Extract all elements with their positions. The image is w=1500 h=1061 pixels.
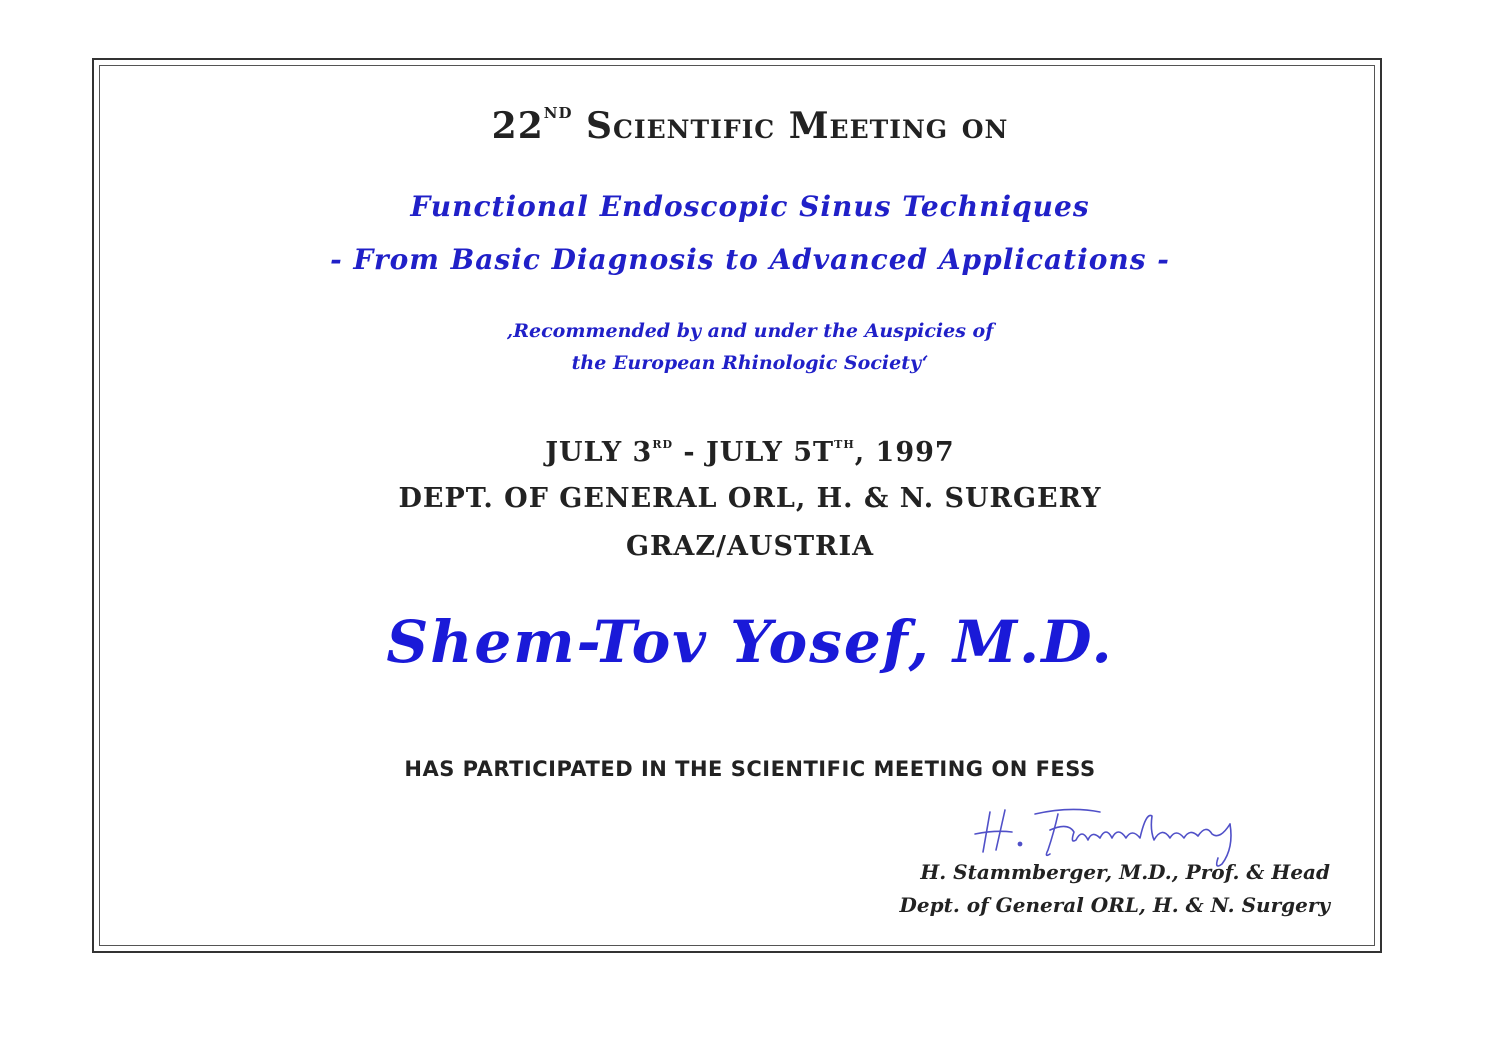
- date-end-suffix: TH: [834, 438, 855, 451]
- recommendation-line2: the European Rhinologic Society‘: [571, 352, 929, 374]
- meeting-title: [0, 104, 1500, 147]
- date-year: , 1997: [854, 437, 955, 468]
- recipient-name: Shem-Tov Yosef, M.D.: [386, 608, 1114, 676]
- location: GRAZ/AUSTRIA: [625, 531, 875, 562]
- signer-department: Dept. of General ORL, H. & N. Surgery: [899, 893, 1330, 917]
- meeting-dates: [0, 437, 1500, 468]
- participation-statement: HAS PARTICIPATED IN THE SCIENTIFIC MEETING ON FESS: [404, 757, 1096, 781]
- meeting-subtitle-line1: Functional Endoscopic Sinus Techniques: [410, 190, 1090, 223]
- date-separator: - JULY 5T: [673, 437, 835, 468]
- meeting-subtitle-line2: - From Basic Diagnosis to Advanced Applications -: [330, 243, 1170, 276]
- department: DEPT. OF GENERAL ORL, H. & N. SURGERY: [398, 483, 1102, 514]
- title-text: Scientific Meeting on: [572, 105, 1009, 147]
- title-number: 22: [491, 105, 544, 147]
- date-start: JULY 3: [545, 437, 653, 468]
- title-ordinal-suffix: ND: [543, 104, 573, 122]
- date-start-suffix: RD: [652, 438, 674, 451]
- signer-name: H. Stammberger, M.D., Prof. & Head: [920, 860, 1330, 884]
- recommendation-line1: ‚Recommended by and under the Auspicies of: [506, 320, 994, 342]
